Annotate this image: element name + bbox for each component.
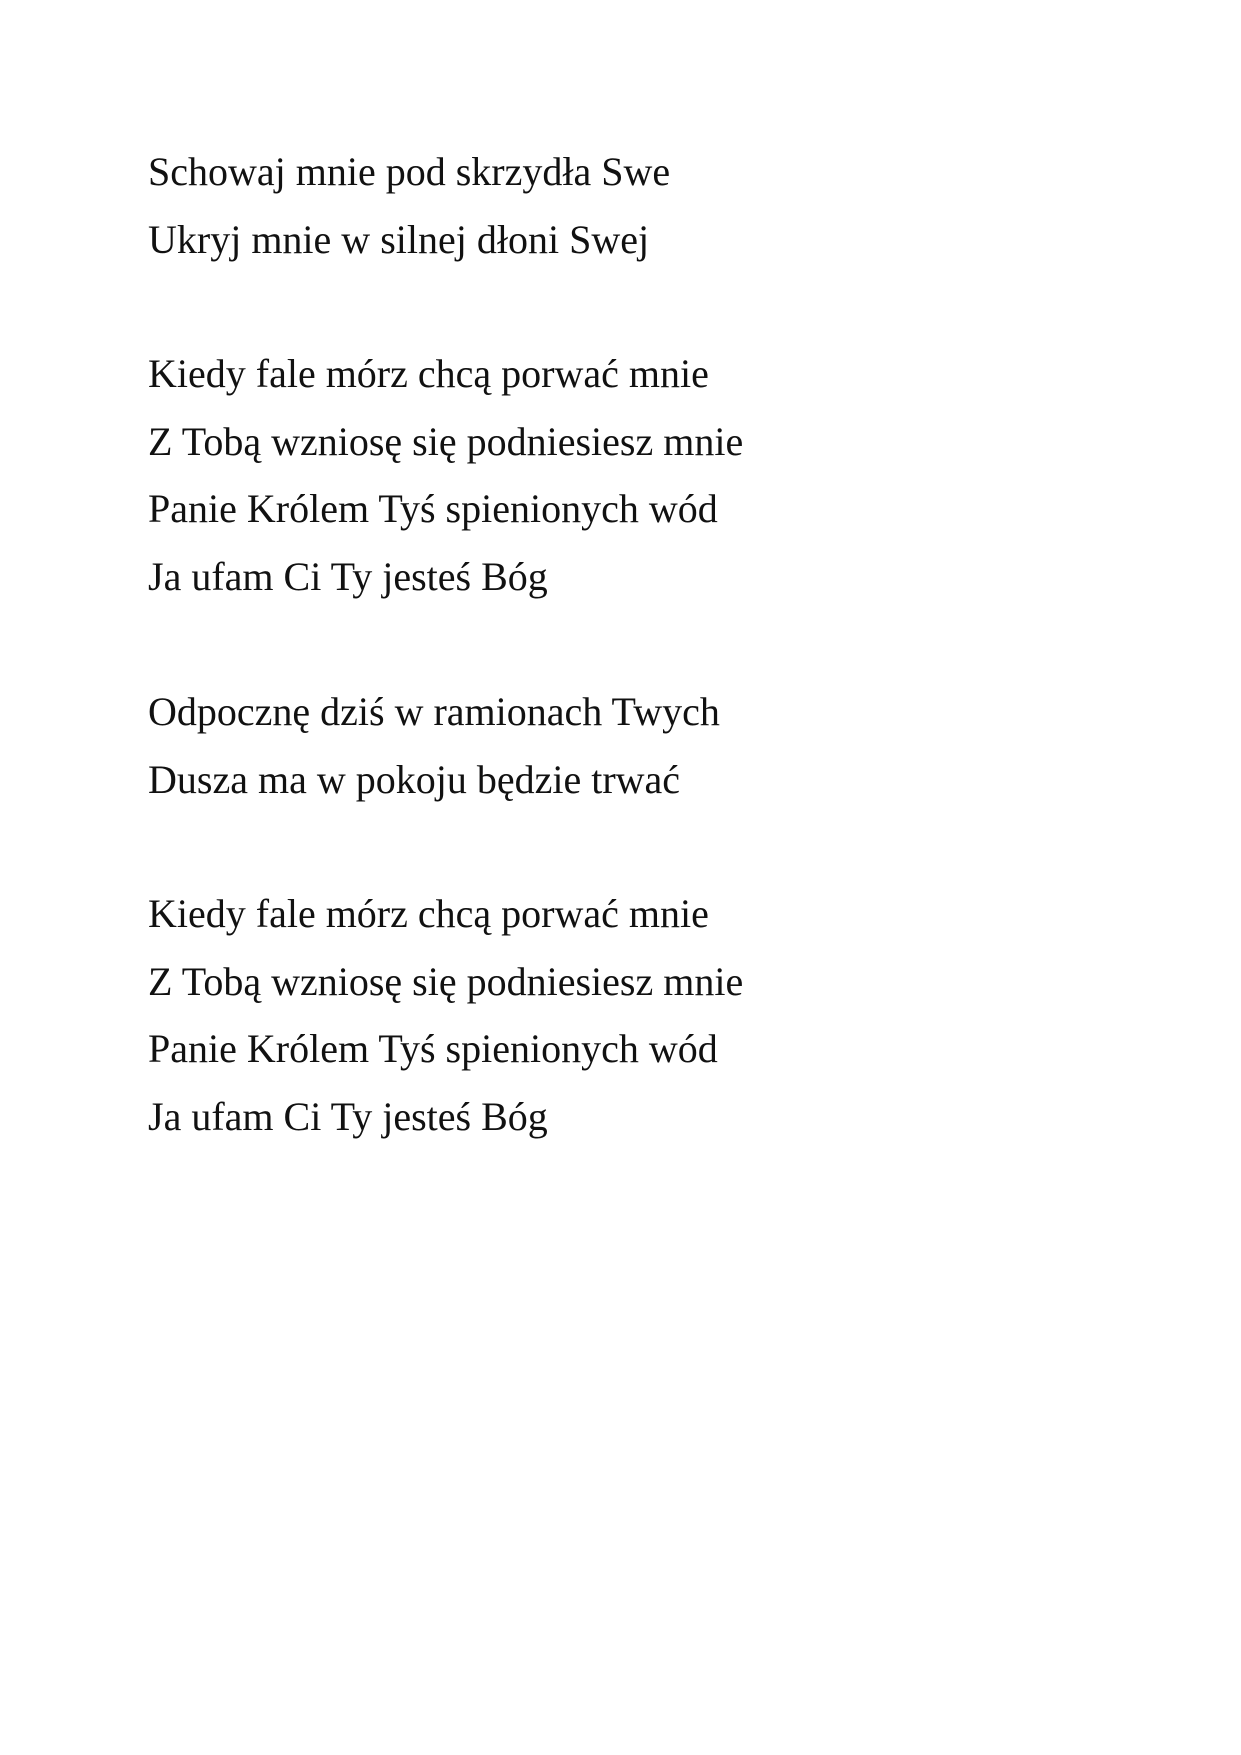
stanza-chorus-2 — [148, 880, 743, 1150]
lyric-line: Kiedy fale mórz chcą porwać mnie — [148, 891, 709, 936]
lyric-line: Z Tobą wzniosę się podniesiesz mnie — [148, 958, 744, 1004]
stanza-chorus-1 — [148, 340, 743, 610]
lyric-line: Ukryj mnie w silnej dłoni Swej — [148, 216, 650, 262]
lyric-line: Panie Królem Tyś spienionych wód — [148, 1026, 718, 1071]
lyric-line: Odpocznę dziś w ramionach Twych — [148, 689, 720, 734]
lyric-line: Ja ufam Ci Ty jesteś Bóg — [148, 1093, 548, 1139]
lyric-line: Panie Królem Tyś spienionych wód — [148, 486, 718, 531]
stanza-verse-1 — [148, 138, 670, 273]
lyric-line: Kiedy fale mórz chcą porwać mnie — [148, 351, 709, 396]
stanza-verse-2 — [148, 678, 720, 813]
lyric-line: Dusza ma w pokoju będzie trwać — [148, 756, 681, 802]
lyric-line: Schowaj mnie pod skrzydła Swe — [148, 149, 671, 194]
lyric-line: Ja ufam Ci Ty jesteś Bóg — [148, 553, 548, 599]
lyric-line: Z Tobą wzniosę się podniesiesz mnie — [148, 418, 744, 464]
